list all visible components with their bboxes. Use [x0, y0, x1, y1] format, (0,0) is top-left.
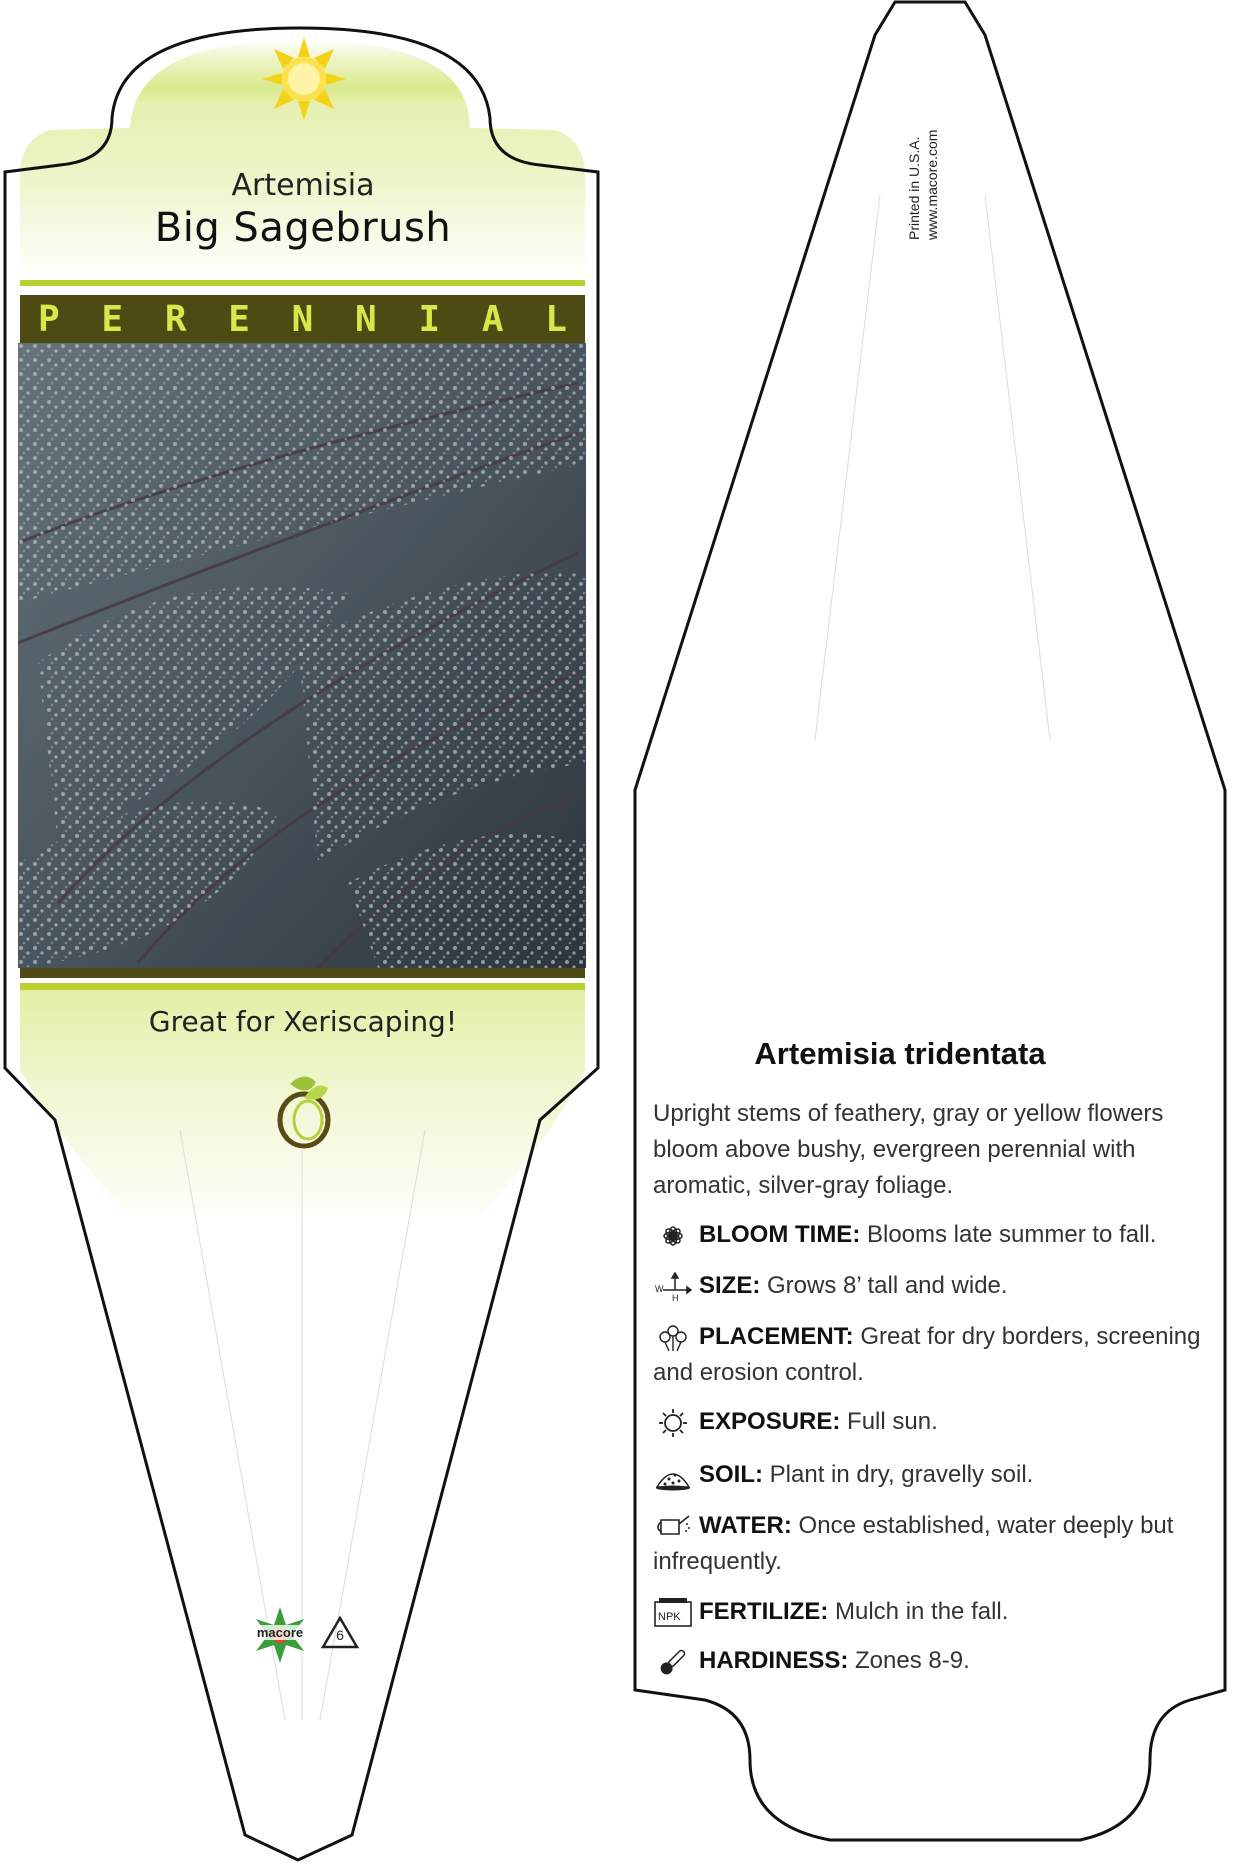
common-name: Big Sagebrush [154, 205, 452, 251]
attribute-text: Once established, water deeply but infrequently. [653, 1512, 1174, 1575]
attribute-label: EXPOSURE: [699, 1408, 841, 1435]
type-letter: P [38, 298, 60, 340]
attribute-label: HARDINESS: [699, 1647, 849, 1674]
plant-type-band [20, 295, 585, 343]
attribute-text: Blooms late summer to fall. [866, 1221, 1157, 1248]
genus-name: Artemisia [231, 168, 375, 203]
attribute-exposure [653, 1404, 1213, 1440]
svg-text:H: H [672, 1292, 679, 1302]
npk-bag-icon [653, 1598, 693, 1628]
attribute-water [653, 1508, 1213, 1580]
recycle-code: 6 [336, 1627, 344, 1643]
thermometer-icon [653, 1647, 693, 1677]
attribute-size [653, 1268, 1213, 1304]
attribute-bloom-time [653, 1217, 1213, 1253]
watering-can-icon [653, 1512, 693, 1542]
brand-logo [245, 1605, 315, 1665]
svg-text:W: W [655, 1283, 664, 1294]
botanical-name: Artemisia tridentata [754, 1036, 1046, 1071]
type-letter: R [164, 298, 187, 340]
type-letter: L [545, 298, 567, 340]
attribute-fertilize [653, 1594, 1213, 1630]
attribute-text: Grows 8’ tall and wide. [767, 1272, 1008, 1299]
type-letter: I [418, 298, 441, 340]
attribute-text: Full sun. [847, 1408, 938, 1435]
seed-logo-icon [270, 1070, 340, 1150]
plant-photo [18, 343, 586, 968]
type-letter: A [481, 298, 504, 340]
attribute-text: Plant in dry, gravelly soil. [769, 1461, 1034, 1488]
attribute-placement [653, 1319, 1213, 1391]
brand-name: macore [245, 1625, 315, 1640]
sun-outline-icon [653, 1408, 693, 1438]
placement-flowers-icon [653, 1323, 693, 1353]
accent-line [20, 968, 585, 978]
attribute-text: Great for dry borders, screening and erosion control. [653, 1323, 1201, 1386]
attribute-label: WATER: [699, 1512, 792, 1539]
soil-pile-icon [653, 1461, 693, 1491]
plant-description: Upright stems of feathery, gray or yellow flowers bloom above bushy, evergreen perennial with aromatic, silver-gray foliage. [653, 1100, 1164, 1199]
accent-line [20, 280, 585, 286]
sun-icon [260, 35, 348, 123]
attribute-soil [653, 1457, 1213, 1493]
svg-text:NPK: NPK [658, 1610, 681, 1623]
attribute-label: SOIL: [699, 1461, 763, 1488]
print-info [905, 90, 955, 240]
size-arrows-icon [653, 1272, 693, 1302]
type-letter: N [355, 298, 377, 340]
flower-icon [653, 1221, 693, 1251]
attribute-label: PLACEMENT: [699, 1323, 854, 1350]
attribute-hardiness [653, 1643, 1213, 1679]
attribute-label: BLOOM TIME: [699, 1221, 861, 1248]
attribute-text: Zones 8-9. [855, 1647, 970, 1674]
type-letter: E [228, 298, 250, 340]
attribute-label: FERTILIZE: [699, 1598, 829, 1625]
website: www.macore.com [924, 129, 940, 240]
type-letter: E [101, 298, 124, 340]
accent-line [20, 983, 585, 990]
attribute-label: SIZE: [699, 1272, 761, 1299]
attribute-text: Mulch in the fall. [835, 1598, 1009, 1625]
recycle-symbol [320, 1615, 360, 1651]
type-letter: N [291, 298, 314, 340]
printed-in: Printed in U.S.A. [906, 136, 922, 240]
tagline: Great for Xeriscaping! [148, 1005, 458, 1038]
